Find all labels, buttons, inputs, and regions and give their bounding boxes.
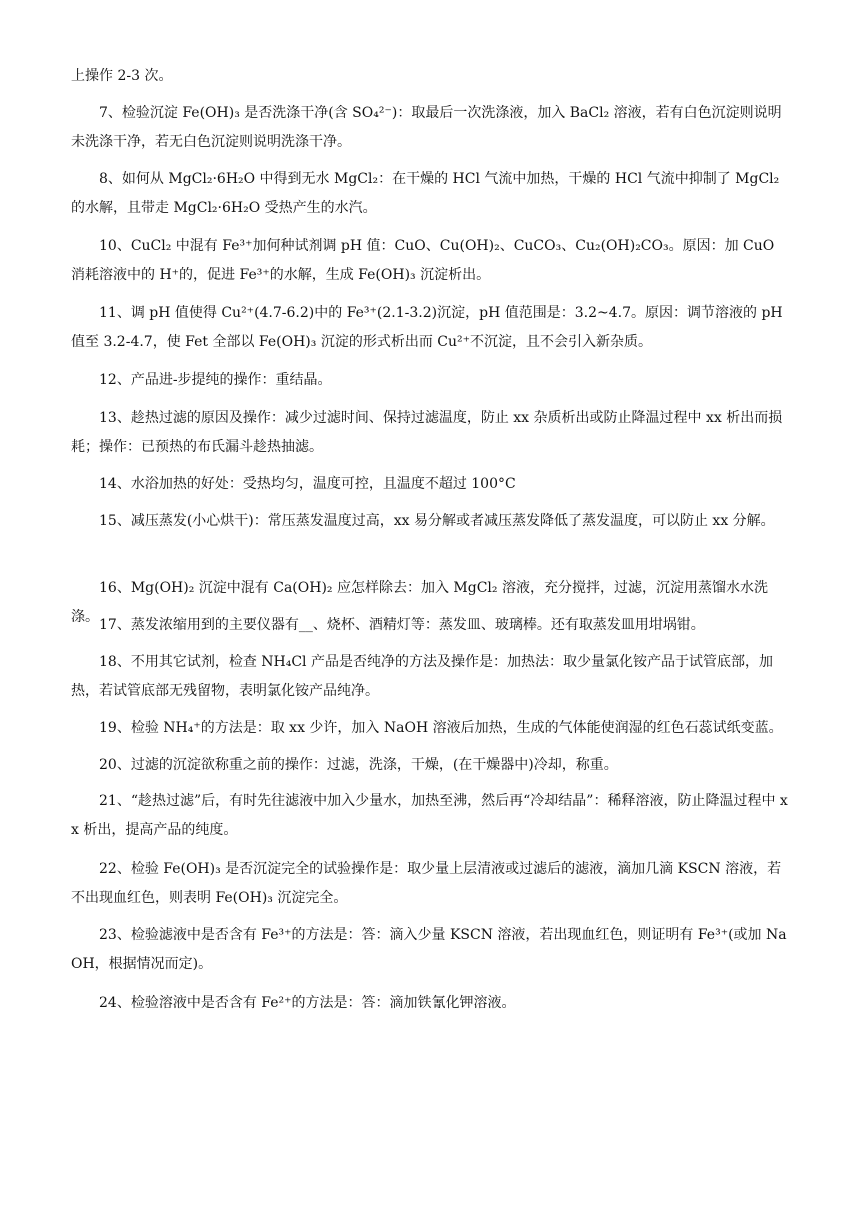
paragraph-item-8: 8、如何从 MgCl₂·6H₂O 中得到无水 MgCl₂：在干燥的 HCl 气流中加热，干燥的 HCl 气流中抑制了 MgCl₂ 的水解，且带走 MgCl₂·6H₂O 受热产生的水汽。 [71,171,780,216]
paragraph-item-21: 21、“趁热过滤”后，有时先往滤液中加入少量水，加热至沸，然后再“冷却结晶”：稀释溶液，防止降温过程中 xx 析出，提高产品的纯度。 [71,793,788,838]
paragraph-item-13: 13、趁热过滤的原因及操作：减少过滤时间、保持过滤温度，防止 xx 杂质析出或防止降温过程中 xx 析出而损耗；操作：已预热的布氏漏斗趁热抽滤。 [71,410,783,455]
paragraph-item-12: 12、产品进-步提纯的操作：重结晶。 [99,372,332,388]
paragraph-item-18: 18、不用其它试剂，检查 NH₄Cl 产品是否纯净的方法及操作是：加热法：取少量氯化铵产品于试管底部，加热，若试管底部无残留物，表明氯化铵产品纯净。 [71,654,773,699]
paragraph-item-17: 17、蒸发浓缩用到的主要仪器有__、烧杯、酒精灯等：蒸发皿、玻璃棒。还有取蒸发皿用坩埚钳。 [99,617,705,633]
paragraph-item-11: 11、调 pH 值使得 Cu²⁺(4.7-6.2)中的 Fe³⁺(2.1-3.2)沉淀，pH 值范围是：3.2~4.7。原因：调节溶液的 pH 值至 3.2-4.7，使 Fet 全部以 Fe(OH)₃ 沉淀的形式析出而 Cu²⁺不沉淀，且不会引入新杂质。 [71,305,783,350]
paragraph-item-16: 16、Mg(OH)₂ 沉淀中混有 Ca(OH)₂ 应怎样除去：加入 MgCl₂ 溶液，充分搅拌，过滤，沉淀用蒸馏水水洗涤。 [71,580,768,625]
paragraph-item-7: 7、检验沉淀 Fe(OH)₃ 是否洗涤干净(含 SO₄²⁻)：取最后一次洗涤液，加入 BaCl₂ 溶液，若有白色沉淀则说明未洗涤干净，若无白色沉淀则说明洗涤干净。 [71,105,782,150]
paragraph-item-14: 14、水浴加热的好处：受热均匀，温度可控，且温度不超过 100°C [99,476,516,492]
paragraph-item-10: 10、CuCl₂ 中混有 Fe³⁺加何种试剂调 pH 值：CuO、Cu(OH)₂、CuCO₃、Cu₂(OH)₂CO₃。原因：加 CuO 消耗溶液中的 H⁺的，促进 Fe³⁺的水解，生成 Fe(OH)₃ 沉淀析出。 [71,238,775,283]
paragraph-item-20: 20、过滤的沉淀欲称重之前的操作：过滤，洗涤，干燥，(在干燥器中)冷却，称重。 [99,757,618,773]
paragraph-item-24: 24、检验溶液中是否含有 Fe²⁺的方法是：答：滴加铁氰化钾溶液。 [99,995,516,1011]
paragraph-item-23: 23、检验滤液中是否含有 Fe³⁺的方法是：答：滴入少量 KSCN 溶液，若出现血红色，则证明有 Fe³⁺(或加 NaOH，根据情况而定)。 [71,927,787,972]
paragraph-continuation: 上操作 2-3 次。 [71,68,173,84]
paragraph-item-19: 19、检验 NH₄⁺的方法是：取 xx 少许，加入 NaOH 溶液后加热，生成的气体能使润湿的红色石蕊试纸变蓝。 [99,720,783,736]
paragraph-item-15: 15、减压蒸发(小心烘干)：常压蒸发温度过高，xx 易分解或者减压蒸发降低了蒸发温度，可以防止 xx 分解。 [99,513,775,529]
paragraph-item-22: 22、检验 Fe(OH)₃ 是否沉淀完全的试验操作是：取少量上层清液或过滤后的滤液，滴加几滴 KSCN 溶液，若不出现血红色，则表明 Fe(OH)₃ 沉淀完全。 [71,861,782,906]
